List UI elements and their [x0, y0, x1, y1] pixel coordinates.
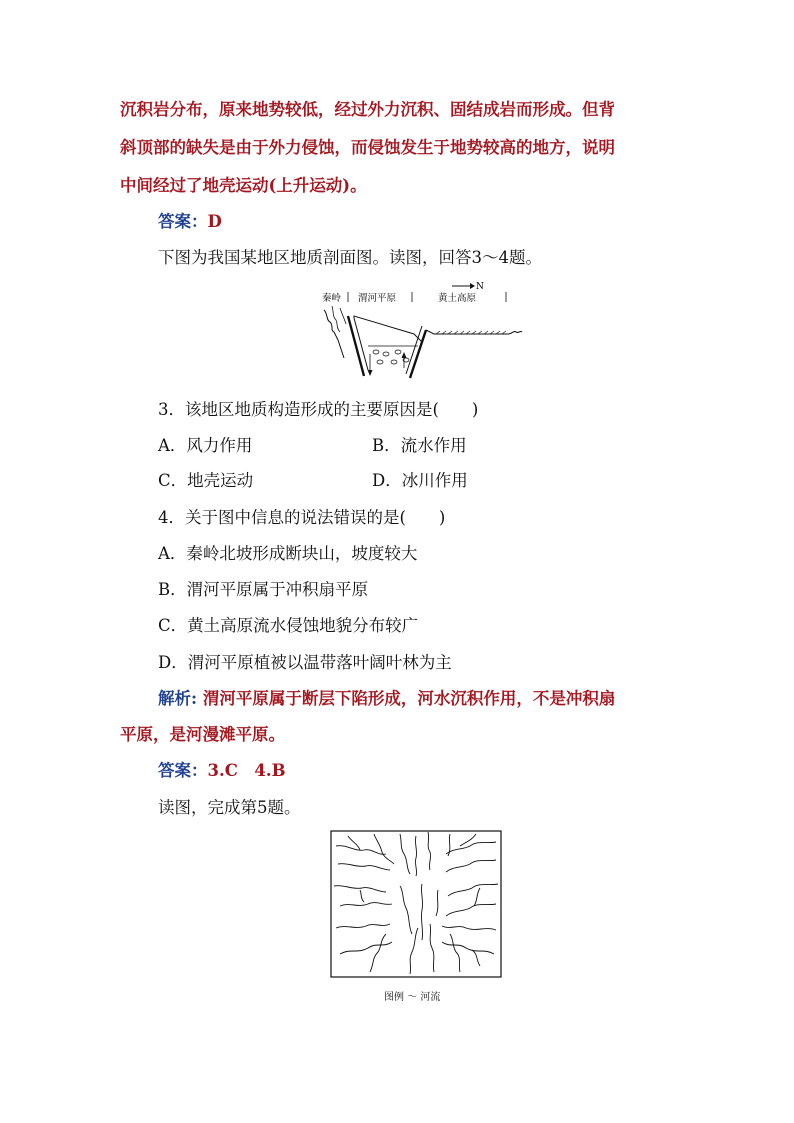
- answer-value-2: 3.C 4.B: [207, 761, 286, 780]
- question-3-options-row-1: [158, 432, 658, 456]
- q3-option-d: D．冰川作用: [372, 471, 468, 490]
- answer-row-1: [158, 208, 222, 232]
- q4-option-b: B．渭河平原属于冲积扇平原: [158, 580, 369, 599]
- north-label: N: [476, 282, 484, 292]
- question-4-stem: 4．关于图中信息的说法错误的是( ): [158, 508, 446, 527]
- analysis-text-2: 平原，是河漫滩平原。: [120, 725, 285, 744]
- geologic-section-figure: [318, 276, 524, 386]
- question-3-options-row-2: [158, 467, 658, 491]
- answer-label: 答案：: [158, 212, 208, 231]
- q3-option-b: B．流水作用: [372, 436, 467, 455]
- question-3-stem: 3．该地区地质构造形成的主要原因是( ): [158, 400, 479, 419]
- analysis-line-1: 沉积岩分布，原来地势较低，经过外力沉积、固结成岩而形成。但背: [120, 100, 615, 119]
- label-qinling: 秦岭: [322, 293, 342, 304]
- q3-option-c: C．地壳运动: [158, 471, 254, 490]
- q4-option-d: D．渭河平原植被以温带落叶阔叶林为主: [158, 653, 452, 672]
- analysis-text-1: 渭河平原属于断层下陷形成，河水沉积作用，不是冲积扇: [197, 689, 616, 708]
- prompt-2: 读图，完成第5题。: [158, 798, 301, 817]
- answer-row-2: [158, 757, 286, 781]
- q4-option-a: A．秦岭北坡形成断块山，坡度较大: [158, 544, 418, 563]
- analysis-label: 解析:: [158, 689, 198, 708]
- q4-option-c: C．黄土高原流水侵蚀地貌分布较广: [158, 616, 419, 635]
- analysis-line-3: 中间经过了地壳运动(上升运动)。: [120, 176, 367, 195]
- map-legend: 图例 ～ 河流: [384, 992, 441, 1003]
- answer-label-2: 答案：: [158, 761, 208, 780]
- analysis-row-1: [158, 685, 615, 709]
- analysis-line-2: 斜顶部的缺失是由于外力侵蚀，而侵蚀发生于地势较高的地方，说明: [120, 138, 615, 157]
- q3-option-a: A．风力作用: [158, 436, 253, 455]
- label-loess: 黄土高原: [438, 293, 477, 304]
- label-weihe: 渭河平原: [358, 293, 397, 304]
- answer-value: D: [207, 212, 222, 231]
- river-network-figure: [330, 830, 502, 978]
- prompt-1: 下图为我国某地区地质剖面图。读图，回答3～4题。: [158, 248, 542, 267]
